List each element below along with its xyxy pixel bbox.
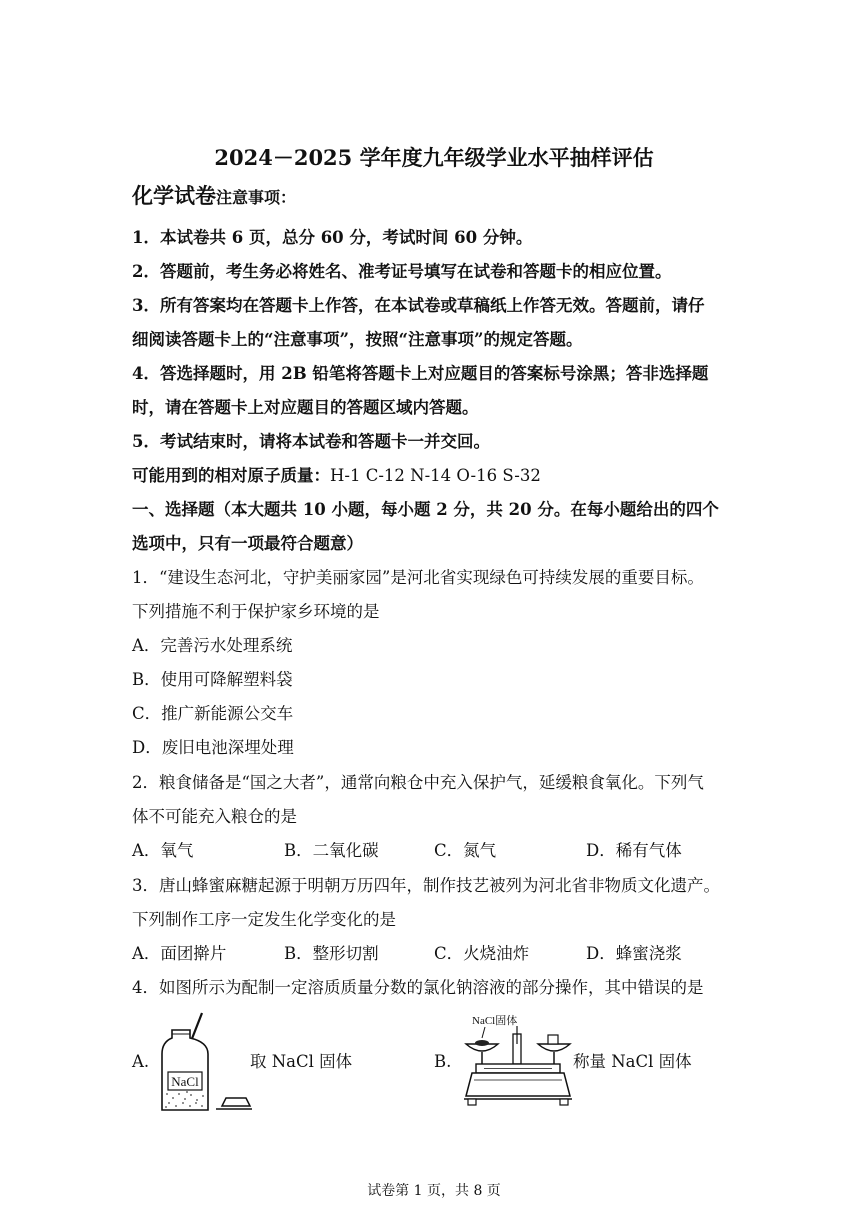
note-2: 2．答题前，考生务必将姓名、准考证号填写在试卷和答题卡的相应位置。 [132, 262, 672, 281]
q1-option-d: D．废旧电池深埋处理 [132, 738, 294, 757]
stopper [222, 1098, 250, 1106]
right-pan [538, 1044, 570, 1051]
q2-option-d: D．稀有气体 [586, 841, 682, 860]
q3-option-c: C．火烧油炸 [434, 944, 530, 963]
note-1: 1．本试卷共 6 页，总分 60 分，考试时间 60 分钟。 [132, 228, 533, 247]
q3-option-d: D．蜂蜜浇浆 [586, 944, 682, 963]
balance-scale-figure [460, 1008, 575, 1110]
weight [548, 1035, 558, 1044]
exam-title: 2024－2025 学年度九年级学业水平抽样评估 [214, 145, 654, 170]
q4-option-b-letter: B. [434, 1052, 452, 1071]
note-3-cont: 细阅读答题卡上的“注意事项”，按照“注意事项”的规定答题。 [132, 330, 583, 349]
q2-option-c: C．氮气 [434, 841, 497, 860]
q3-option-b: B．整形切割 [284, 944, 379, 963]
note-4-cont: 时，请在答题卡上对应题目的答题区域内答题。 [132, 398, 479, 417]
nacl-pile [475, 1040, 489, 1046]
section-heading: 一、选择题（本大题共 10 小题，每小题 2 分，共 20 分。在每小题给出的四个 [132, 500, 719, 519]
q4-stem: 4．如图所示为配制一定溶质质量分数的氯化钠溶液的部分操作，其中错误的是 [132, 978, 704, 997]
note-5: 5．考试结束时，请将本试卷和答题卡一并交回。 [132, 432, 490, 451]
q2-option-b: B．二氧化碳 [284, 841, 379, 860]
q2-stem: 2．粮食储备是“国之大者”，通常向粮仓中充入保护气，延缓粮食氧化。下列气 [132, 773, 704, 792]
subject-title: 化学试卷 [132, 183, 216, 208]
jar-label: NaCl [171, 1074, 199, 1089]
scale-base [466, 1073, 570, 1096]
balance-label: NaCl固体 [472, 1015, 518, 1027]
q3-option-a: A．面团擀片 [132, 944, 227, 963]
note-4: 4．答选择题时，用 2B 铅笔将答题卡上对应题目的答案标号涂黑；答非选择题 [132, 364, 709, 383]
q1-option-c: C．推广新能源公交车 [132, 704, 294, 723]
q2-stem-cont: 体不可能充入粮仓的是 [132, 807, 297, 826]
q3-stem-cont: 下列制作工序一定发生化学变化的是 [132, 910, 396, 929]
note-3: 3．所有答案均在答题卡上作答，在本试卷或草稿纸上作答无效。答题前，请仔 [132, 296, 705, 315]
notice-heading: 注意事项： [216, 188, 297, 207]
q1-stem-cont: 下列措施不利于保护家乡环境的是 [132, 602, 380, 621]
page-footer: 试卷第 1 页，共 8 页 [367, 1183, 501, 1199]
q3-stem: 3．唐山蜂蜜麻糖起源于明朝万历四年，制作技艺被列为河北省非物质文化遗产。 [132, 876, 720, 895]
atomic-mass-line [132, 466, 541, 486]
subject-line [132, 183, 297, 208]
jar-body [162, 1030, 208, 1110]
q4-option-a-text: 取 NaCl 固体 [250, 1052, 353, 1071]
reagent-jar-figure [150, 1010, 255, 1115]
q1-option-b: B．使用可降解塑料袋 [132, 670, 293, 689]
q1-option-a: A．完善污水处理系统 [132, 636, 293, 655]
q1-stem: 1．“建设生态河北，守护美丽家园”是河北省实现绿色可持续发展的重要目标。 [132, 568, 704, 587]
q4-option-a-letter: A. [132, 1052, 150, 1071]
atomic-mass-label: 可能用到的相对原子质量： [132, 466, 330, 485]
atomic-mass-values: H-1 C-12 N-14 O-16 S-32 [330, 466, 541, 485]
section-heading-cont: 选项中，只有一项最符合题意） [132, 534, 363, 553]
q2-option-a: A．氧气 [132, 841, 194, 860]
q4-option-b-text: 称量 NaCl 固体 [573, 1052, 692, 1071]
